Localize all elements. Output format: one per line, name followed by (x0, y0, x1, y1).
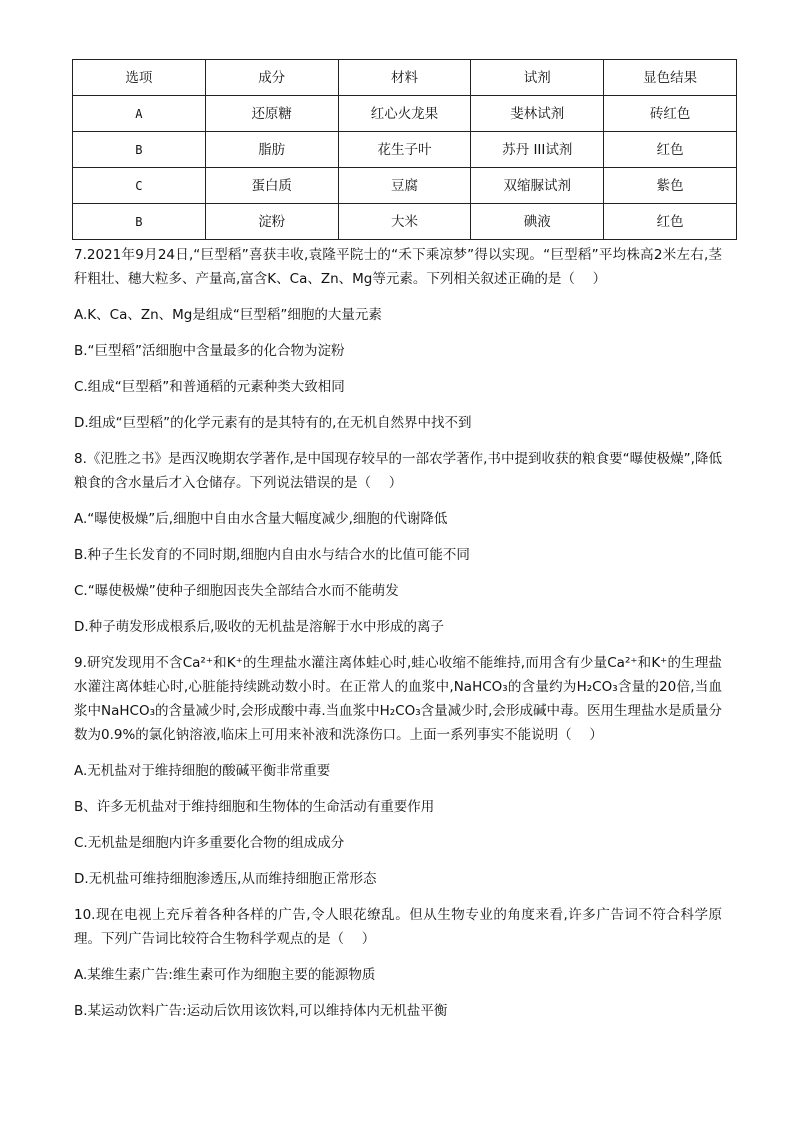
table-header-cell: 选项 (73, 60, 206, 96)
table-header-cell: 材料 (338, 60, 471, 96)
table-row (73, 132, 737, 168)
table-cell: 紫色 (604, 168, 737, 204)
table-cell: 花生子叶 (338, 132, 471, 168)
table-cell: 红色 (604, 132, 737, 168)
question-9 (74, 651, 722, 891)
question-stem: 8.《氾胜之书》是西汉晚期农学著作,是中国现存较早的一部农学著作,书中提到收获的粮食要“曝使极燥”,降低粮食的含水量后才入仓储存。下列说法错误的是（ ） (74, 451, 722, 491)
table-cell: 豆腐 (338, 168, 471, 204)
table-header-cell: 成分 (205, 60, 338, 96)
table-cell: 红心火龙果 (338, 96, 471, 132)
answer-option: A.某维生素广告:维生素可作为细胞主要的能源物质 (74, 967, 376, 983)
answer-option: A.K、Ca、Zn、Mg是组成“巨型稻”细胞的大量元素 (74, 307, 382, 323)
answer-option: A.“曝使极燥”后,细胞中自由水含量大幅度减少,细胞的代谢降低 (74, 511, 448, 527)
table-row (73, 204, 737, 240)
table-row (73, 96, 737, 132)
answer-option: B.某运动饮料广告:运动后饮用该饮料,可以维持体内无机盐平衡 (74, 1003, 448, 1019)
question-7 (74, 243, 722, 435)
table-cell: 大米 (338, 204, 471, 240)
question-stem: 10.现在电视上充斥着各种各样的广告,令人眼花缭乱。但从生物专业的角度来看,许多广告词不符合科学原理。下列广告词比较符合生物科学观点的是（ ） (74, 907, 722, 947)
answer-option: B.“巨型稻”活细胞中含量最多的化合物为淀粉 (74, 343, 345, 359)
table-header-row (73, 60, 737, 96)
answer-option: B、许多无机盐对于维持细胞和生物体的生命活动有重要作用 (74, 799, 435, 815)
table-cell: B (73, 204, 206, 240)
table-row (73, 168, 737, 204)
table-cell: 还原糖 (205, 96, 338, 132)
table-cell: 苏丹 III试剂 (471, 132, 604, 168)
table-cell: C (73, 168, 206, 204)
options-table (72, 59, 737, 240)
question-stem: 7.2021年9月24日,“巨型稻”喜获丰收,袁隆平院士的“禾下乘凉梦”得以实现。“巨型稻”平均株高2米左右,茎秆粗壮、穗大粒多、产量高,富含K、Ca、Zn、Mg等元素。下列相关叙述正确的是（ ） (74, 247, 722, 287)
answer-option: C.组成“巨型稻”和普通稻的元素种类大致相同 (74, 379, 345, 395)
question-8 (74, 447, 722, 639)
table-cell: 蛋白质 (205, 168, 338, 204)
answer-option: D.组成“巨型稻”的化学元素有的是其特有的,在无机自然界中找不到 (74, 415, 472, 431)
table-cell: 碘液 (471, 204, 604, 240)
table-header-cell: 显色结果 (604, 60, 737, 96)
question-10 (74, 903, 722, 1023)
table-cell: 脂肪 (205, 132, 338, 168)
table-cell: 双缩脲试剂 (471, 168, 604, 204)
answer-option: D.种子萌发形成根系后,吸收的无机盐是溶解于水中形成的离子 (74, 619, 444, 635)
answer-option: A.无机盐对于维持细胞的酸碱平衡非常重要 (74, 763, 331, 779)
table-cell: 淀粉 (205, 204, 338, 240)
table-cell: A (73, 96, 206, 132)
table-cell: 红色 (604, 204, 737, 240)
answer-option: D.无机盐可维持细胞渗透压,从而维持细胞正常形态 (74, 871, 377, 887)
table-cell: B (73, 132, 206, 168)
table-cell: 砖红色 (604, 96, 737, 132)
answer-option: C.“曝使极燥”使种子细胞因丧失全部结合水而不能萌发 (74, 583, 399, 599)
questions-section (74, 243, 722, 1035)
answer-option: C.无机盐是细胞内许多重要化合物的组成成分 (74, 835, 345, 851)
question-stem: 9.研究发现用不含Ca²⁺和K⁺的生理盐水灌注离体蛙心时,蛙心收缩不能维持,而用含有少量Ca²⁺和K⁺的生理盐水灌注离体蛙心时,心脏能持续跳动数小时。在正常人的血浆中,NaHCO₃的含量约为H₂CO₃含量的20倍,当血浆中NaHCO₃的含量减少时,会形成酸中毒.当血浆中H₂CO₃含量减少时,会形成碱中毒。医用生理盐水是质量分数为0.9%的氯化钠溶液,临床上可用来补液和洗涤伤口。上面一系列事实不能说明（ ） (74, 655, 722, 743)
table-header-cell: 试剂 (471, 60, 604, 96)
answer-option: B.种子生长发育的不同时期,细胞内自由水与结合水的比值可能不同 (74, 547, 470, 563)
table-cell: 斐林试剂 (471, 96, 604, 132)
